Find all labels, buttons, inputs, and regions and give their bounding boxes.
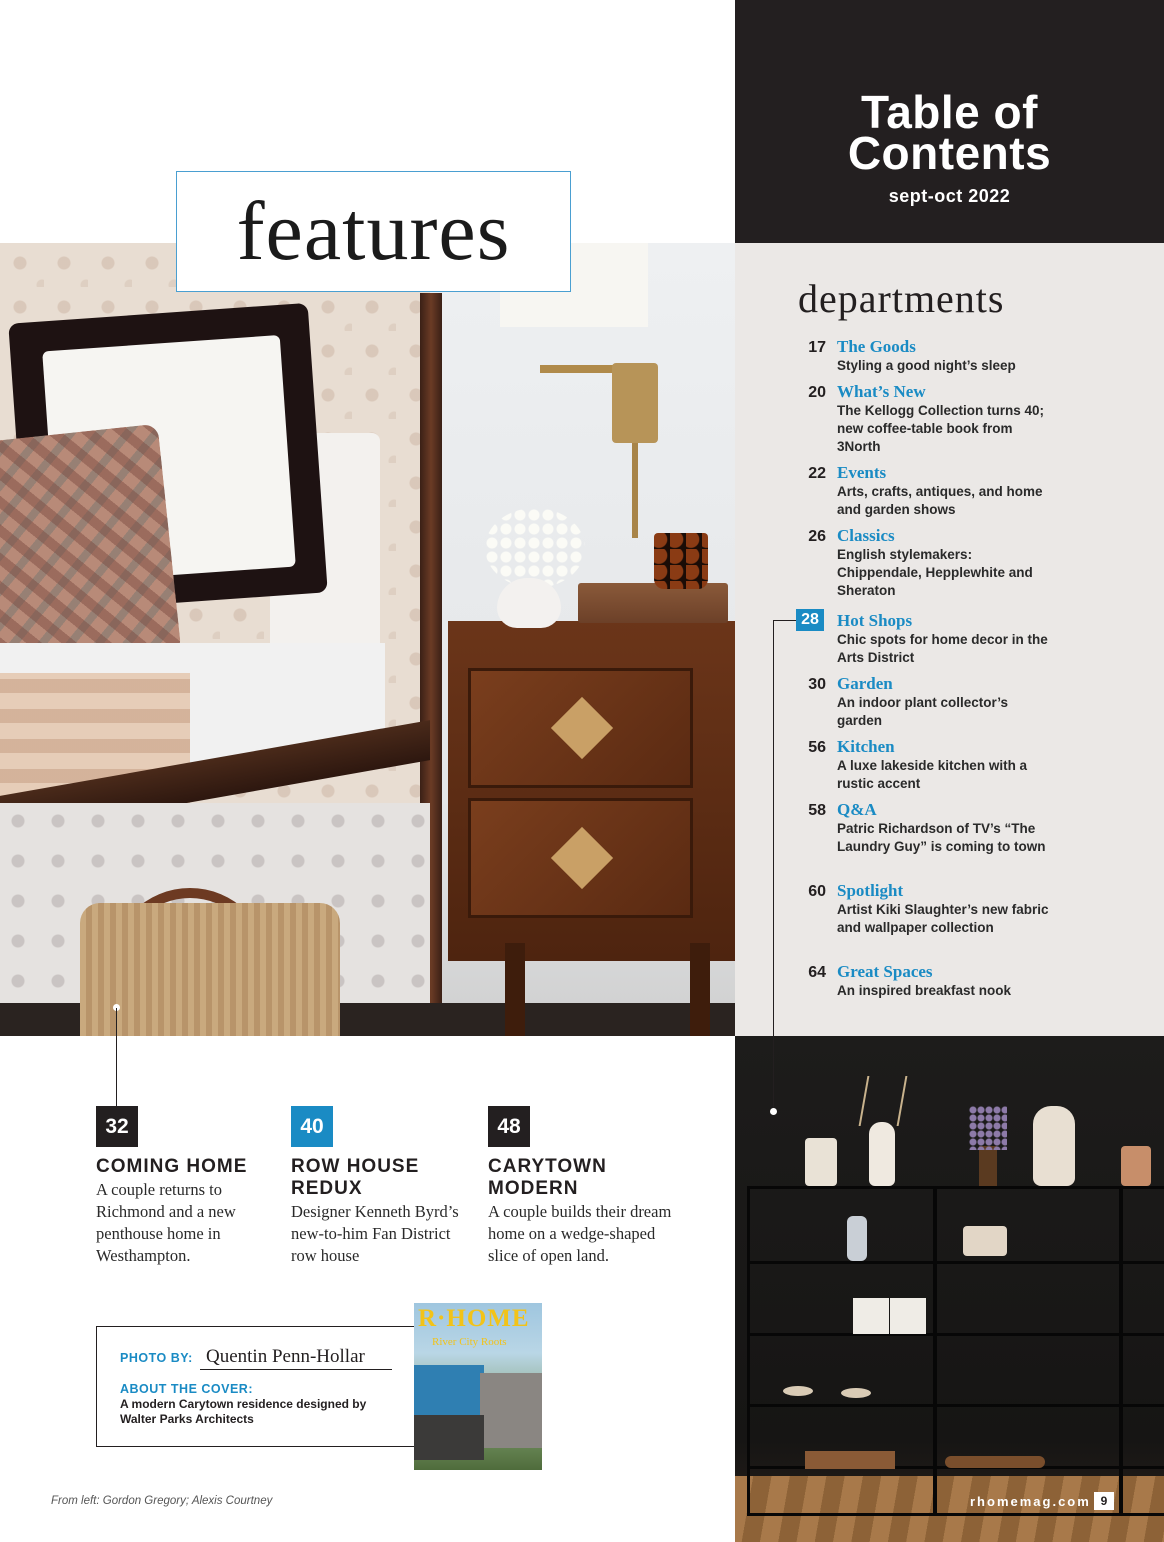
cover-house	[414, 1415, 484, 1460]
cover-info-box	[96, 1326, 422, 1447]
department-description: Patric Richardson of TV’s “The Laundry Guy” is coming to town	[837, 821, 1046, 854]
feature-page-badge: 32	[96, 1106, 138, 1147]
departments-heading: departments	[798, 276, 1005, 321]
shop-shelf-photo	[735, 1036, 1164, 1542]
departments-panel	[735, 243, 1164, 1036]
department-page: 20	[808, 384, 826, 401]
department-title[interactable]: Garden	[837, 674, 893, 693]
tall-vase	[1033, 1106, 1075, 1186]
stacked-books	[578, 583, 728, 623]
department-page: 26	[808, 528, 826, 545]
page-number: 9	[1094, 1492, 1114, 1510]
glass-bottle	[847, 1216, 867, 1261]
nightstand-leg	[505, 943, 525, 1036]
cover-thumbnail[interactable]	[414, 1303, 542, 1470]
department-title[interactable]: Q&A	[837, 800, 877, 819]
about-cover-text: A modern Carytown residence designed by Walter Parks Architects	[120, 1397, 367, 1426]
feature-story[interactable]	[291, 1106, 466, 1267]
feature-description: Designer Kenneth Byrd’s new-to-him Fan District row house	[291, 1202, 459, 1265]
department-description: Styling a good night’s sleep	[837, 358, 1016, 373]
shelf	[747, 1404, 1164, 1407]
department-page: 60	[808, 883, 826, 900]
department-description: A luxe lakeside kitchen with a rustic accent	[837, 758, 1028, 791]
page-title-line-2: Contents	[847, 127, 1052, 179]
kilim-pillow	[0, 424, 182, 673]
department-title[interactable]: Great Spaces	[837, 962, 933, 981]
vase	[497, 578, 561, 628]
department-description: An indoor plant collector’s garden	[837, 695, 1009, 728]
page-title-line-1: Table of	[861, 86, 1038, 138]
department-title[interactable]: Kitchen	[837, 737, 895, 756]
features-heading: features	[236, 185, 511, 278]
flowers	[485, 508, 585, 588]
bedroom-photo	[0, 243, 735, 1036]
department-page-highlight: 28	[796, 609, 824, 631]
white-vase	[869, 1122, 895, 1186]
boxed-goods	[890, 1298, 926, 1334]
woven-basket	[80, 903, 340, 1036]
department-page: 22	[808, 465, 826, 482]
department-title[interactable]: The Goods	[837, 337, 916, 356]
photographer-name: Quentin Penn-Hollar	[200, 1345, 392, 1370]
cover-subtitle: River City Roots	[432, 1336, 507, 1348]
feature-title[interactable]: COMING HOME	[96, 1156, 248, 1177]
cover-house	[414, 1365, 484, 1415]
dried-grass	[859, 1076, 908, 1126]
footer-website: rhomemag.com	[970, 1494, 1091, 1509]
wood-tray	[945, 1456, 1045, 1468]
department-description: The Kellogg Collection turns 40; new coffee-table book from 3North	[837, 403, 1045, 454]
department-page: 56	[808, 739, 826, 756]
photo-by-label: PHOTO BY:	[120, 1351, 193, 1365]
shelf	[747, 1261, 1164, 1264]
wood-board	[805, 1451, 895, 1469]
department-page: 58	[808, 802, 826, 819]
department-title[interactable]: What’s New	[837, 382, 926, 401]
issue-date: sept-oct 2022	[888, 186, 1011, 206]
department-title[interactable]: Events	[837, 463, 887, 482]
dish	[783, 1386, 813, 1396]
department-page: 17	[808, 339, 826, 356]
department-page: 64	[808, 964, 826, 981]
feature-title[interactable]: ROW HOUSE REDUX	[291, 1156, 420, 1199]
ceramic-stack	[1121, 1146, 1151, 1186]
department-description: Arts, crafts, antiques, and home and garden shows	[837, 484, 1043, 517]
department-description: Chic spots for home decor in the Arts District	[837, 632, 1048, 665]
page-title	[735, 86, 1164, 179]
feature-description: A couple builds their dream home on a wedge-shaped slice of open land.	[488, 1202, 672, 1265]
shelf	[747, 1333, 1164, 1336]
department-description: An inspired breakfast nook	[837, 983, 1012, 998]
cover-logo: R·HOME	[418, 1305, 530, 1332]
feature-page-badge: 48	[488, 1106, 530, 1147]
coming-home-connector-line	[116, 1008, 117, 1106]
photo-credit: From left: Gordon Gregory; Alexis Courtney	[51, 1495, 273, 1507]
toc-header	[735, 0, 1164, 243]
hot-shops-connector-line	[773, 620, 796, 621]
department-title[interactable]: Classics	[837, 526, 895, 545]
department-title[interactable]: Spotlight	[837, 881, 904, 900]
boxed-goods	[853, 1298, 889, 1334]
department-description: English stylemakers: Chippendale, Hepplewhite and Sheraton	[837, 547, 1033, 598]
feature-title[interactable]: CARYTOWN MODERN	[488, 1156, 607, 1199]
features-label-box	[176, 171, 571, 292]
feature-page-badge: 40	[291, 1106, 333, 1147]
lamp-wall-plate	[612, 363, 658, 443]
lamp-cord	[632, 443, 638, 538]
cover-house	[480, 1373, 542, 1448]
hot-shops-connector-dot	[770, 1108, 777, 1115]
nightstand-leg	[690, 943, 710, 1036]
ceramic-stand	[963, 1226, 1007, 1256]
dried-lavender	[969, 1106, 1007, 1150]
ceramic-pitcher	[805, 1138, 837, 1186]
small-vase	[979, 1146, 997, 1186]
dish	[841, 1388, 871, 1398]
about-cover-label: ABOUT THE COVER:	[120, 1382, 253, 1396]
department-description: Artist Kiki Slaughter’s new fabric and wallpaper collection	[837, 902, 1049, 935]
hot-shops-connector-line	[773, 620, 774, 1110]
feature-story[interactable]	[488, 1106, 688, 1267]
feature-story[interactable]	[96, 1106, 276, 1267]
department-title[interactable]: Hot Shops	[837, 611, 913, 630]
department-page: 30	[808, 676, 826, 693]
tortoiseshell-cup	[654, 533, 708, 589]
feature-description: A couple returns to Richmond and a new penthouse home in Westhampton.	[96, 1180, 236, 1265]
